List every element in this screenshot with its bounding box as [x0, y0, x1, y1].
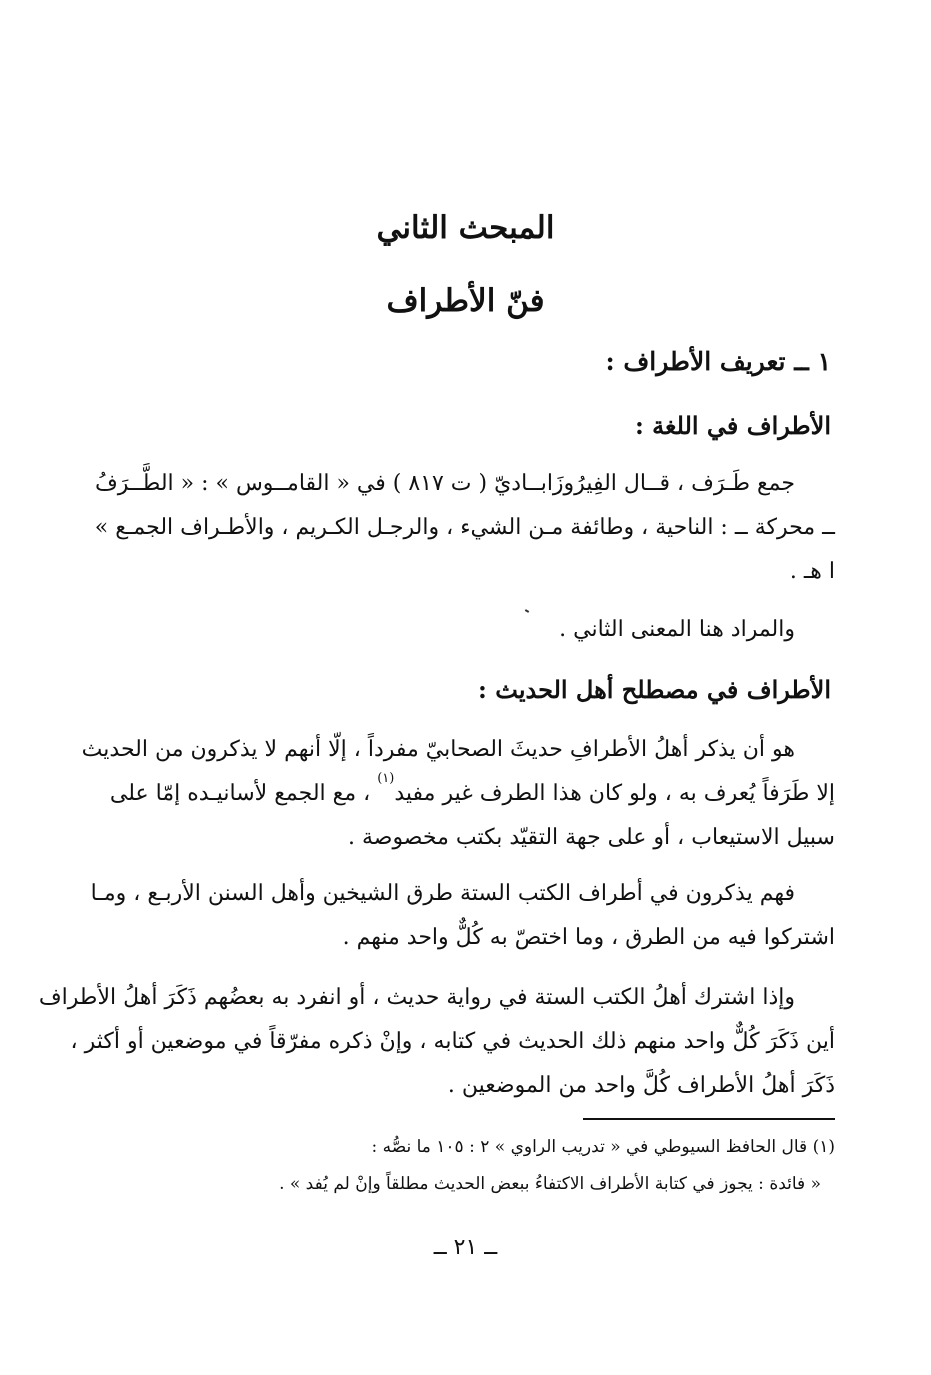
paragraph-line: فهم يذكرون في أطراف الكتب الستة طرق الشيخين وأهل السنن الأربـع ، ومـا: [90, 881, 795, 906]
paragraph-line: [95, 772, 835, 816]
footnote-line: « فائدة : يجوز في كتابة الأطراف الاكتفاءُ ببعض الحديث مطلقاً وإنْ لم يُفد » .: [279, 1174, 821, 1194]
chapter-title: المبحث الثاني: [376, 210, 555, 246]
paragraph-six-books: [90, 872, 835, 960]
paragraph-line: ا هـ .: [789, 559, 835, 584]
paragraph-line: والمراد هنا المعنى الثاني .: [559, 617, 795, 642]
section-title: فنّ الأطراف: [386, 283, 545, 319]
heading-linguistic: الأطراف في اللغة :: [634, 411, 831, 440]
paragraph-intended-meaning: [95, 608, 835, 652]
page-number: ــ ٢١ ــ: [433, 1235, 498, 1260]
paragraph-shared-narration: [38, 976, 835, 1108]
line-segment: إلا طَرَفاً يُعرف به ، ولو كان هذا الطرف غير مفيد: [394, 781, 835, 806]
paragraph-line: وإذا اشترك أهلُ الكتب الستة في رواية حديث ، أو انفرد به بعضُهم ذَكَرَ أهلُ الأطراف: [38, 985, 795, 1010]
heading-definition: ١ ــ تعريف الأطراف :: [605, 347, 831, 376]
paragraph-line: أين ذَكَرَ كُلٌّ واحد منهم ذلك الحديث في كتابه ، وإنْ ذكره مفرّقاً في موضعين أو أكثر ،: [70, 1029, 835, 1054]
footnote-reference[interactable]: (١): [377, 771, 395, 786]
footnote-line: (١) قال الحافظ السيوطي في « تدريب الراوي » ٢ : ١٠٥ ما نصُّه :: [371, 1137, 835, 1157]
paragraph-linguistic-definition: [95, 462, 835, 594]
footnote-separator: [583, 1118, 835, 1120]
paragraph-line: ــ محركة ــ : الناحية ، وطائفة مـن الشيء ، والرجـل الكـريم ، والأطـراف الجمـع »: [94, 515, 835, 540]
paragraph-line: ذَكَرَ أهلُ الأطراف كُلَّ واحد من الموضعين .: [447, 1073, 835, 1098]
paragraph-terminology-definition: [81, 728, 835, 860]
heading-terminology: الأطراف في مصطلح أهل الحديث :: [478, 675, 831, 704]
paragraph-line: هو أن يذكر أهلُ الأطرافِ حديثَ الصحابيّ مفرداً ، إلّا أنهم لا يذكرون من الحديث: [81, 737, 795, 762]
paragraph-line: اشتركوا فيه من الطرق ، وما اختصّ به كُلٌّ واحد منهم .: [342, 925, 835, 950]
paragraph-line: جمع طَـرَف ، قــال الفِيرُوزَابــاديّ ( ت ٨١٧ ) في « القامــوس » : « الطَّــرَفُ: [94, 471, 795, 496]
line-segment: ، مع الجمع لأسانيـده إمّا على: [109, 781, 378, 806]
paragraph-line: سبيل الاستيعاب ، أو على جهة التقيّد بكتب مخصوصة .: [347, 825, 835, 850]
